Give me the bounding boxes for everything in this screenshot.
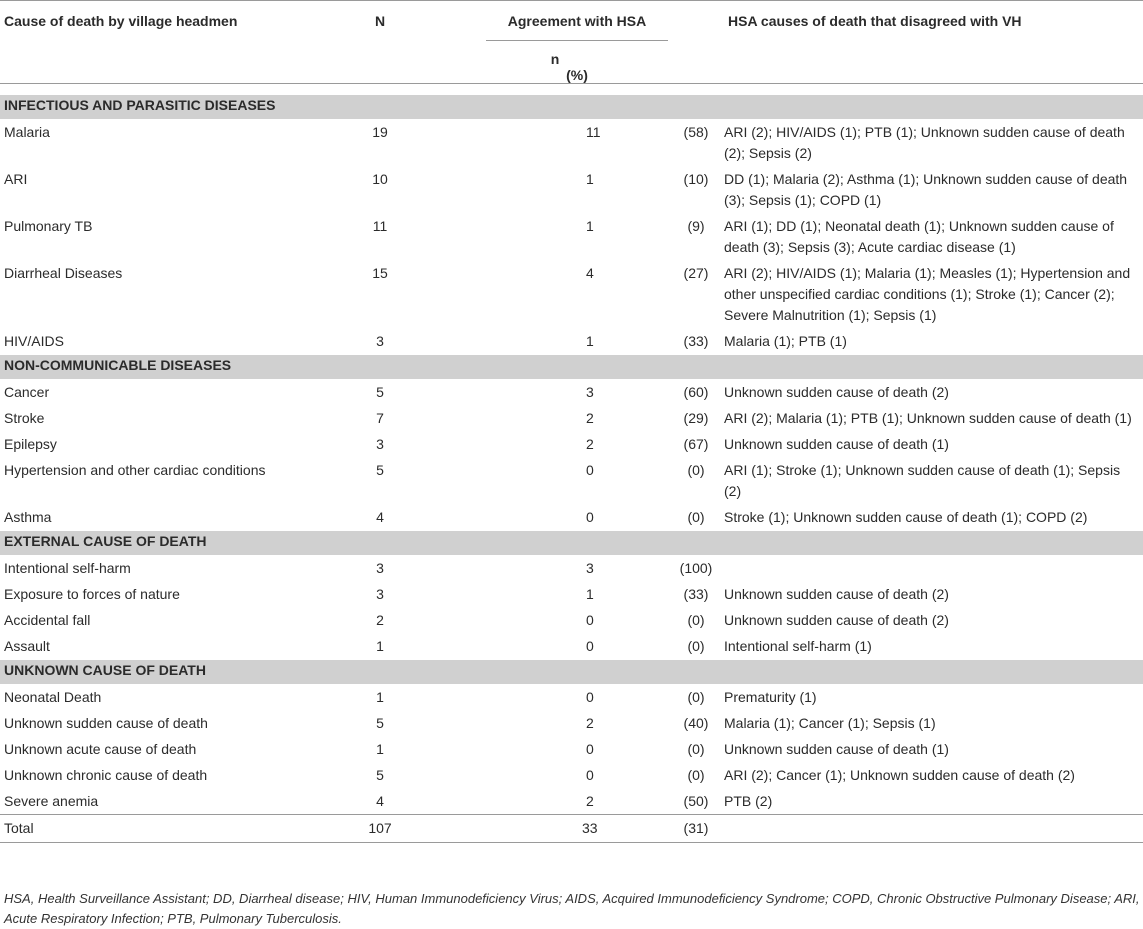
disagreement-cell: Malaria (1); PTB (1) — [724, 333, 847, 349]
agreement-n-cell: 0 — [586, 612, 594, 628]
total-n: 33 — [442, 815, 668, 843]
table-row — [0, 328, 1143, 355]
n-total-cell: 1 — [376, 689, 384, 705]
n-total-cell: 5 — [376, 715, 384, 731]
disagreement-cell: PTB (2) — [724, 793, 773, 809]
agreement-n-cell: 0 — [586, 767, 594, 783]
table-row — [0, 555, 1143, 581]
agreement-n-cell: 0 — [586, 741, 594, 757]
agreement-n-cell: 2 — [586, 436, 594, 452]
disagreement-cell: ARI (2); Cancer (1); Unknown sudden cause of death (2) — [724, 767, 1075, 783]
cause-cell: Cancer — [4, 384, 50, 400]
agreement-pct-cell: (9) — [687, 218, 705, 234]
cause-cell: Accidental fall — [4, 612, 91, 628]
cause-cell: Unknown sudden cause of death — [4, 715, 208, 731]
agreement-pct-cell: (0) — [687, 509, 705, 525]
table-row — [0, 405, 1143, 431]
disagreement-cell: Unknown sudden cause of death (1) — [724, 436, 949, 452]
section-title: EXTERNAL CAUSE OF DEATH — [0, 531, 1143, 556]
n-total-cell: 3 — [376, 586, 384, 602]
n-total-cell: 2 — [376, 612, 384, 628]
disagreement-cell: DD (1); Malaria (2); Asthma (1); Unknown sudden cause of death (3); Sepsis (1); COPD (1) — [724, 171, 1128, 208]
table-row — [0, 736, 1143, 762]
cause-cell: Diarrheal Diseases — [4, 265, 123, 281]
table-row — [0, 581, 1143, 607]
table-row — [0, 633, 1143, 660]
header-agreement-subcols — [486, 41, 668, 84]
cause-cell: Hypertension and other cardiac conditions — [4, 462, 266, 478]
section-title: INFECTIOUS AND PARASITIC DISEASES — [0, 95, 1143, 120]
n-total-cell: 4 — [376, 793, 384, 809]
table-row — [0, 762, 1143, 788]
header-agreement: Agreement with HSA — [486, 1, 668, 42]
n-total-cell: 3 — [376, 333, 384, 349]
table-row — [0, 213, 1143, 260]
disagreement-cell: Intentional self-harm (1) — [724, 638, 872, 654]
disagreement-cell — [724, 555, 1143, 581]
disagreement-cell: Unknown sudden cause of death (2) — [724, 586, 949, 602]
cause-cell: Unknown chronic cause of death — [4, 767, 208, 783]
agreement-pct-cell: (33) — [683, 586, 709, 602]
cause-cell: HIV/AIDS — [4, 333, 64, 349]
disagreement-cell: ARI (1); DD (1); Neonatal death (1); Unknown sudden cause of death (3); Sepsis (3); Acute cardiac disease (1) — [724, 218, 1114, 255]
cause-cell: Assault — [4, 638, 50, 654]
n-total-cell: 7 — [376, 410, 384, 426]
cause-cell: Exposure to forces of nature — [4, 586, 180, 602]
agreement-n-cell: 0 — [586, 462, 594, 478]
header-cause: Cause of death by village headmen — [4, 13, 238, 29]
table-row — [0, 504, 1143, 531]
cause-cell: Intentional self-harm — [4, 560, 131, 576]
n-total-cell: 1 — [376, 638, 384, 654]
n-total-cell: 19 — [372, 124, 388, 140]
section-header — [0, 660, 1143, 685]
header-N: N — [374, 13, 386, 29]
n-total-cell: 5 — [376, 384, 384, 400]
total-N: 107 — [318, 815, 442, 843]
section-header — [0, 531, 1143, 556]
total-dis — [724, 815, 1143, 843]
agreement-pct-cell: (40) — [683, 715, 709, 731]
table-row — [0, 457, 1143, 504]
n-total-cell: 3 — [376, 436, 384, 452]
agreement-pct-cell: (33) — [683, 333, 709, 349]
cause-cell: ARI — [4, 171, 28, 187]
agreement-n-cell: 3 — [586, 384, 594, 400]
header-disagree: HSA causes of death that disagreed with VH — [728, 13, 1022, 29]
disagreement-cell: ARI (2); HIV/AIDS (1); PTB (1); Unknown sudden cause of death (2); Sepsis (2) — [724, 124, 1125, 161]
agreement-pct-cell: (0) — [687, 638, 705, 654]
section-title: UNKNOWN CAUSE OF DEATH — [0, 660, 1143, 685]
agreement-pct-cell: (0) — [687, 612, 705, 628]
total-row — [0, 815, 1143, 843]
agreement-n-cell: 1 — [586, 218, 594, 234]
section-title: NON-COMMUNICABLE DISEASES — [0, 355, 1143, 380]
agreement-n-cell: 2 — [586, 715, 594, 731]
cause-cell: Epilepsy — [4, 436, 57, 452]
n-total-cell: 10 — [372, 171, 388, 187]
agreement-pct-cell: (100) — [679, 560, 713, 576]
table-row — [0, 607, 1143, 633]
disagreement-cell: Malaria (1); Cancer (1); Sepsis (1) — [724, 715, 936, 731]
disagreement-cell: Unknown sudden cause of death (2) — [724, 612, 949, 628]
table-row — [0, 710, 1143, 736]
n-total-cell: 3 — [376, 560, 384, 576]
header-pct: (%) — [566, 67, 588, 83]
agreement-n-cell: 1 — [586, 333, 594, 349]
agreement-pct-cell: (58) — [683, 124, 709, 140]
table-row — [0, 166, 1143, 213]
agreement-pct-cell: (0) — [687, 741, 705, 757]
agreement-n-cell: 2 — [586, 793, 594, 809]
table-footnote: HSA, Health Surveillance Assistant; DD, Diarrheal disease; HIV, Human Immunodeficiency Virus; AIDS, Acquired Immunodeficiency Syndrome; COPD, Chronic Obstructive Pulmonary Disease; ARI, Acute Respiratory Infection; PTB, Pulmonary Tuberculosis. — [4, 891, 1140, 926]
total-label: Total — [0, 815, 318, 843]
agreement-pct-cell: (29) — [683, 410, 709, 426]
agreement-n-cell: 1 — [586, 586, 594, 602]
total-pct: (31) — [668, 815, 724, 843]
disagreement-cell: Unknown sudden cause of death (2) — [724, 384, 949, 400]
n-total-cell: 5 — [376, 462, 384, 478]
table-row — [0, 119, 1143, 166]
n-total-cell: 15 — [372, 265, 388, 281]
agreement-pct-cell: (27) — [683, 265, 709, 281]
table-row — [0, 260, 1143, 328]
agreement-pct-cell: (60) — [683, 384, 709, 400]
n-total-cell: 11 — [372, 218, 388, 234]
agreement-pct-cell: (0) — [687, 767, 705, 783]
header-n: n — [550, 51, 560, 67]
table-row — [0, 684, 1143, 710]
cause-cell: Neonatal Death — [4, 689, 102, 705]
table-row — [0, 379, 1143, 405]
agreement-pct-cell: (10) — [683, 171, 709, 187]
agreement-n-cell: 3 — [586, 560, 594, 576]
agreement-pct-cell: (0) — [687, 689, 705, 705]
n-total-cell: 4 — [376, 509, 384, 525]
agreement-n-cell: 11 — [586, 124, 601, 140]
agreement-n-cell: 2 — [586, 410, 594, 426]
disagreement-cell: ARI (1); Stroke (1); Unknown sudden cause of death (1); Sepsis (2) — [724, 462, 1121, 499]
cause-cell: Severe anemia — [4, 793, 99, 809]
n-total-cell: 1 — [376, 741, 384, 757]
cause-cell: Pulmonary TB — [4, 218, 93, 234]
agreement-n-cell: 0 — [586, 638, 594, 654]
section-header — [0, 355, 1143, 380]
disagreement-cell: ARI (2); Malaria (1); PTB (1); Unknown sudden cause of death (1) — [724, 410, 1132, 426]
disagreement-cell: ARI (2); HIV/AIDS (1); Malaria (1); Measles (1); Hypertension and other unspecified cardiac conditions (1); Stroke (1); Cancer (2); Severe Malnutrition (1); Sepsis (1) — [724, 265, 1131, 323]
cause-cell: Malaria — [4, 124, 50, 140]
cause-cell: Asthma — [4, 509, 52, 525]
agreement-pct-cell: (0) — [687, 462, 705, 478]
n-total-cell: 5 — [376, 767, 384, 783]
disagreement-cell: Prematurity (1) — [724, 689, 817, 705]
agreement-n-cell: 4 — [586, 265, 594, 281]
table-row — [0, 788, 1143, 815]
agreement-pct-cell: (50) — [683, 793, 709, 809]
table-row — [0, 431, 1143, 457]
cause-cell: Unknown acute cause of death — [4, 741, 197, 757]
section-header — [0, 95, 1143, 120]
agreement-n-cell: 1 — [586, 171, 594, 187]
disagreement-cell: Stroke (1); Unknown sudden cause of death (1); COPD (2) — [724, 509, 1088, 525]
agreement-pct-cell: (67) — [683, 436, 709, 452]
agreement-n-cell: 0 — [586, 509, 594, 525]
disagreement-cell: Unknown sudden cause of death (1) — [724, 741, 949, 757]
agreement-n-cell: 0 — [586, 689, 594, 705]
cause-cell: Stroke — [4, 410, 45, 426]
